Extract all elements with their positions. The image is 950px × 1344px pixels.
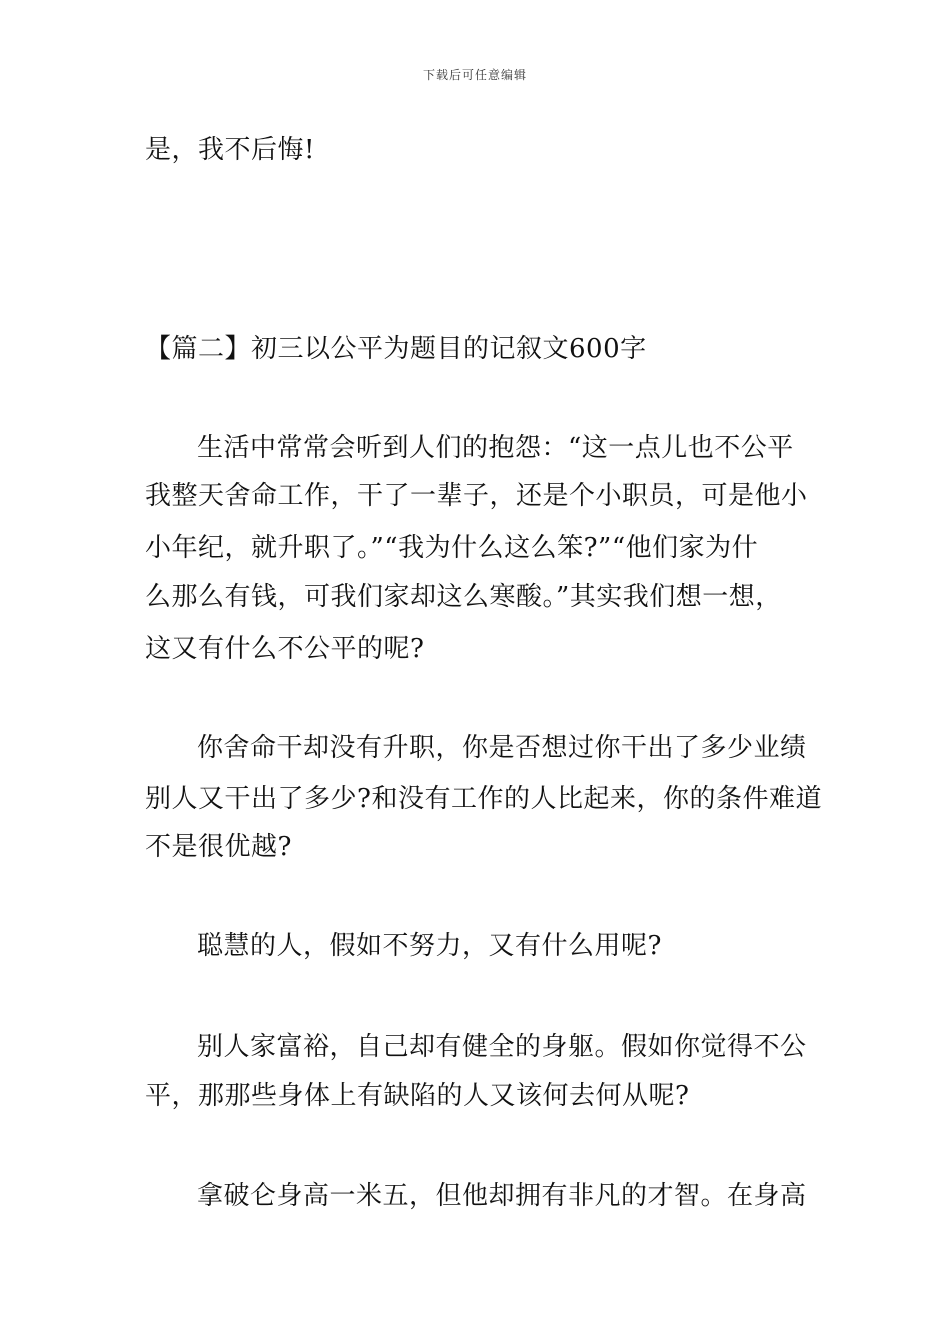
section-heading: 【篇二】初三以公平为题目的记叙文600字 (145, 334, 647, 364)
text-line: 拿破仑身高一米五，但他却拥有非凡的才智。在身高 (197, 1181, 807, 1211)
text-line: 是，我不后悔! (145, 135, 315, 165)
text-line: 聪慧的人，假如不努力，又有什么用呢? (197, 931, 662, 961)
page-header-note: 下载后可任意编辑 (422, 68, 527, 82)
text-line: 不是很优越? (145, 832, 292, 862)
text-line: 这又有什么不公平的呢? (145, 634, 425, 664)
text-line: 生活中常常会听到人们的抱怨：“这一点儿也不公平 (197, 433, 794, 463)
text-line: 平，那那些身体上有缺陷的人又该何去何从呢? (145, 1081, 690, 1111)
text-line: 别人家富裕，自己却有健全的身躯。假如你觉得不公 (197, 1032, 807, 1062)
text-line: 你舍命干却没有升职，你是否想过你干出了多少业绩 (197, 733, 807, 763)
text-line: 么那么有钱，可我们家却这么寒酸。”其实我们想一想， (145, 582, 782, 612)
text-line: 我整天舍命工作，干了一辈子，还是个小职员，可是他小 (145, 481, 808, 511)
text-line: 小年纪，就升职了。”“我为什么这么笨?”“他们家为什 (145, 533, 759, 563)
text-line: 别人又干出了多少?和没有工作的人比起来，你的条件难道 (145, 784, 822, 814)
